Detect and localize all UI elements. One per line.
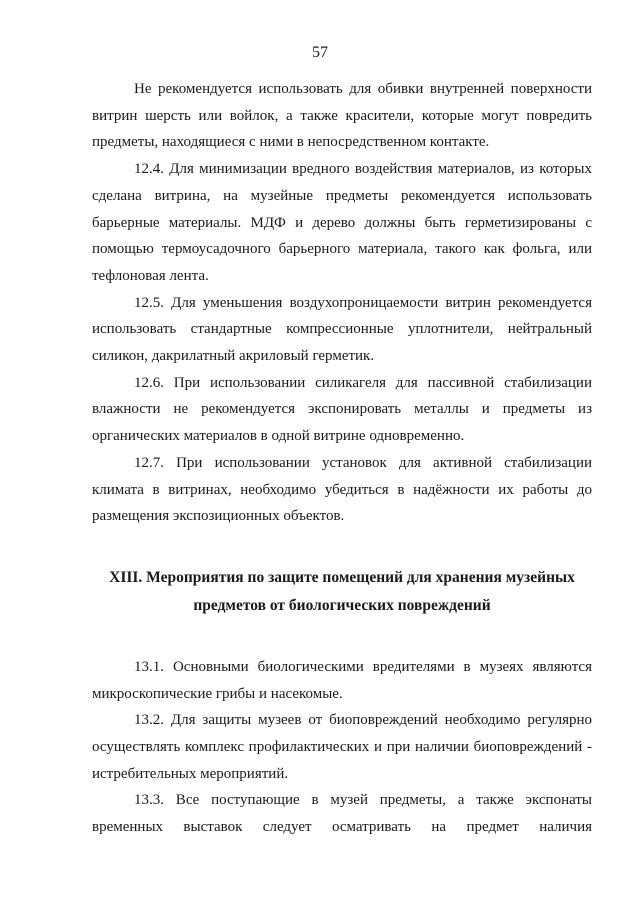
page-number: 57	[312, 44, 328, 61]
paragraph-12-6: 12.6. При использовании силикагеля для пассивной стабилизации влажности не рекомендуется экспонировать металлы и предметы из органических материалов в одной витрине одновременно.	[92, 374, 592, 445]
paragraph-13-2: 13.2. Для защиты музеев от биоповреждений необходимо регулярно осуществлять комплекс профилактических и при наличии биоповреждений - истребительных мероприятий.	[92, 712, 592, 782]
paragraph-13-1: 13.1. Основными биологическими вредителями в музеях являются микроскопические грибы и насекомые.	[92, 658, 592, 702]
paragraph-12-7: 12.7. При использовании установок для активной стабилизации климата в витринах, необходимо убедиться в надёжности их работы до размещения экспозиционных объектов.	[92, 454, 592, 525]
section-heading	[92, 564, 592, 620]
paragraph-intro: Не рекомендуется использовать для обивки внутренней поверхности витрин шерсть или войлок, а также красители, которые могут повредить предметы, находящиеся с ними в непосредственном контакте.	[92, 81, 592, 151]
paragraph-12-5: 12.5. Для уменьшения воздухопроницаемости витрин рекомендуется использовать стандартные компрессионные уплотнители, нейтральный силикон, дакрилатный акриловый герметик.	[92, 294, 592, 365]
section-heading-line-1: XIII. Мероприятия по защите помещений для хранения музейных	[109, 568, 575, 586]
section-heading-line-2: предметов от биологических повреждений	[193, 596, 491, 614]
paragraph-12-4: 12.4. Для минимизации вредного воздействия материалов, из которых сделана витрина, на музейные предметы рекомендуется использовать барьерные материалы. МДФ и дерево должны быть герметизированы с помощью термоусадочного барьерного материала, такого как фольга, или тефлоновая лента.	[92, 161, 592, 284]
paragraph-13-3: 13.3. Все поступающие в музей предметы, а также экспонаты временных выставок следует осматривать на предмет наличия	[92, 792, 592, 836]
page-content	[92, 76, 592, 841]
